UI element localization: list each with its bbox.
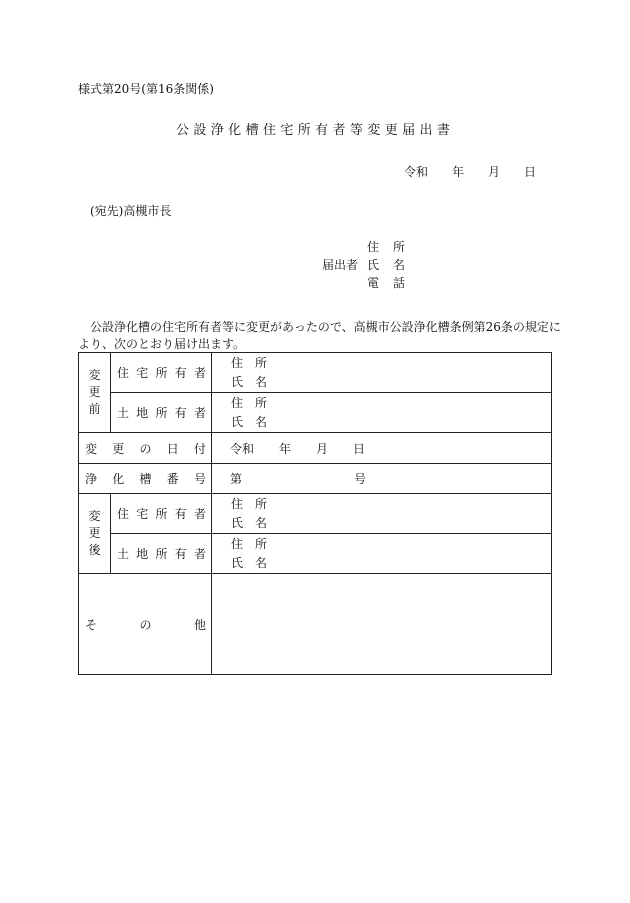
date-line bbox=[404, 163, 536, 180]
title-char: 者 bbox=[332, 123, 346, 138]
notifier-label: 届出者 bbox=[322, 258, 359, 272]
before-house-owner-field[interactable]: 住 所 氏 名 bbox=[212, 353, 552, 393]
after-land-owner-label: 土 地 所 有 者 bbox=[111, 534, 212, 574]
change-date-field[interactable]: 令和 年 月 日 bbox=[212, 433, 552, 464]
form-number: 様式第20号(第16条関係) bbox=[78, 82, 214, 96]
title-char: 書 bbox=[436, 123, 450, 138]
title-char: 槽 bbox=[245, 123, 259, 138]
date-year: 年 bbox=[452, 165, 465, 179]
date-era: 令和 bbox=[404, 165, 429, 179]
title-char: 出 bbox=[419, 123, 433, 138]
title-char: 住 bbox=[262, 123, 276, 138]
change-date-label: 変 更 の 日 付 bbox=[79, 433, 212, 464]
date-month: 月 bbox=[488, 165, 501, 179]
change-form-table bbox=[78, 352, 552, 675]
title-char: 所 bbox=[297, 123, 311, 138]
title-char: 更 bbox=[384, 123, 398, 138]
document-title bbox=[176, 119, 450, 138]
notifier-address-label: 住 所 bbox=[367, 240, 405, 254]
tank-number-field[interactable]: 第 号 bbox=[212, 464, 552, 494]
title-char: 等 bbox=[349, 123, 363, 138]
before-land-owner-field[interactable]: 住 所 氏 名 bbox=[212, 393, 552, 433]
date-day: 日 bbox=[524, 165, 537, 179]
title-char: 宅 bbox=[280, 123, 294, 138]
after-label: 変 更 後 bbox=[79, 494, 111, 574]
title-char: 有 bbox=[315, 123, 329, 138]
intro-line-2: より、次のとおり届け出ます。 bbox=[78, 337, 246, 351]
other-label: そ の 他 bbox=[79, 574, 212, 675]
after-house-owner-label: 住 宅 所 有 者 bbox=[111, 494, 212, 534]
title-char: 届 bbox=[402, 123, 416, 138]
addressee: (宛先)高槻市長 bbox=[90, 204, 172, 218]
intro-line-1: 公設浄化槽の住宅所有者等に変更があったので、高槻市公設浄化槽条例第26条の規定に bbox=[90, 320, 561, 334]
tank-number-label: 浄 化 槽 番 号 bbox=[79, 464, 212, 494]
before-land-owner-label: 土 地 所 有 者 bbox=[111, 393, 212, 433]
title-char: 変 bbox=[367, 123, 381, 138]
after-land-owner-field[interactable]: 住 所 氏 名 bbox=[212, 534, 552, 574]
title-char: 公 bbox=[176, 123, 190, 138]
notifier-name-label: 氏 名 bbox=[367, 258, 405, 272]
notifier-phone-label: 電 話 bbox=[367, 276, 405, 290]
title-char: 化 bbox=[228, 123, 242, 138]
before-label: 変 更 前 bbox=[79, 353, 111, 433]
title-char: 浄 bbox=[210, 123, 224, 138]
after-house-owner-field[interactable]: 住 所 氏 名 bbox=[212, 494, 552, 534]
other-field[interactable] bbox=[212, 574, 552, 675]
title-char: 設 bbox=[193, 123, 207, 138]
before-house-owner-label: 住 宅 所 有 者 bbox=[111, 353, 212, 393]
